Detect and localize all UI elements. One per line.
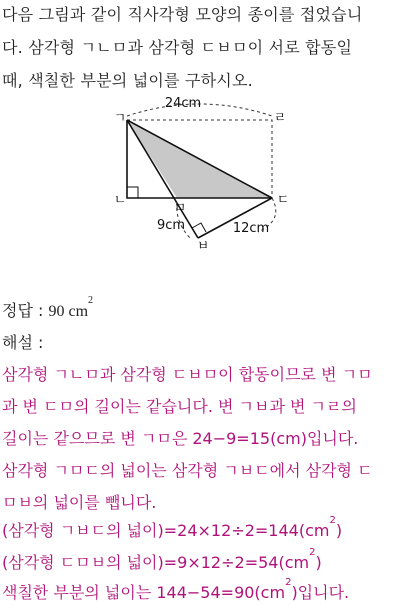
solution-line-3: 길이는 같으므로 변 ㄱㅁ은 24−9=15(cm)입니다.: [2, 429, 359, 448]
answer-label: 정답 :: [2, 301, 49, 320]
solution-line-6-exp: 2: [329, 515, 336, 526]
solution-line-7-text: (삼각형 ㄷㅁㅂ의 넓이)=9×12÷2=54(cm: [2, 553, 310, 572]
vertex-g-label: ㄱ: [113, 111, 127, 126]
right-angle-mark-l: [127, 187, 138, 198]
solution-line-5: ㅁㅂ의 넓이를 뺍니다.: [2, 493, 157, 512]
problem-line-2: 다. 삼각형 ㄱㄴㅁ과 삼각형 ㄷㅂㅁ이 서로 합동일: [2, 38, 353, 57]
vertex-b-label: ㅂ: [196, 239, 210, 252]
solution-line-1: 삼각형 ㄱㄴㅁ과 삼각형 ㄷㅂㅁ이 합동이므로 변 ㄱㅁ: [2, 365, 373, 384]
solution-line-7-close: ): [315, 553, 322, 572]
vertex-d-label: ㄷ: [276, 193, 290, 208]
problem-line-3: 때, 색칠한 부분의 넓이를 구하시오.: [2, 71, 253, 90]
label-12cm: 12cm: [232, 221, 270, 236]
solution-line-6-text: (삼각형 ㄱㅂㄷ의 넓이)=24×12÷2=144(cm: [2, 521, 330, 540]
vertex-m-label: ㅁ: [173, 201, 187, 216]
answer-exponent: 2: [88, 295, 94, 306]
problem-line-1: 다음 그림과 같이 직사각형 모양의 종이를 접었습니: [2, 5, 363, 24]
solution-line-2: 과 변 ㄷㅁ의 길이는 같습니다. 변 ㄱㅂ과 변 ㄱㄹ의: [2, 397, 357, 416]
solution-line-8-exp: 2: [285, 577, 292, 588]
vertex-l-label: ㄴ: [113, 193, 127, 208]
solution-line-6-close: ): [335, 521, 343, 540]
solution-label: 해설 :: [2, 333, 44, 352]
solution-line-4: 삼각형 ㄱㅁㄷ의 넓이는 삼각형 ㄱㅂㄷ에서 삼각형 ㄷ: [2, 461, 373, 480]
vertex-r-label: ㄹ: [273, 111, 287, 126]
answer-line: [2, 295, 396, 321]
solution-line-8-close: )입니다.: [291, 583, 350, 602]
solution-line-8-text: 색칠한 부분의 넓이는 144−54=90(cm: [2, 583, 286, 602]
label-9cm: 9cm: [156, 218, 186, 233]
solution-line-6: [2, 515, 396, 541]
answer-value: 90 cm: [48, 303, 89, 320]
solution-line-7-exp: 2: [309, 547, 316, 558]
label-24cm: 24cm: [164, 96, 202, 111]
solution-line-7: [2, 547, 396, 573]
folded-paper-figure: [0, 92, 400, 252]
solution-line-8: [2, 577, 396, 603]
